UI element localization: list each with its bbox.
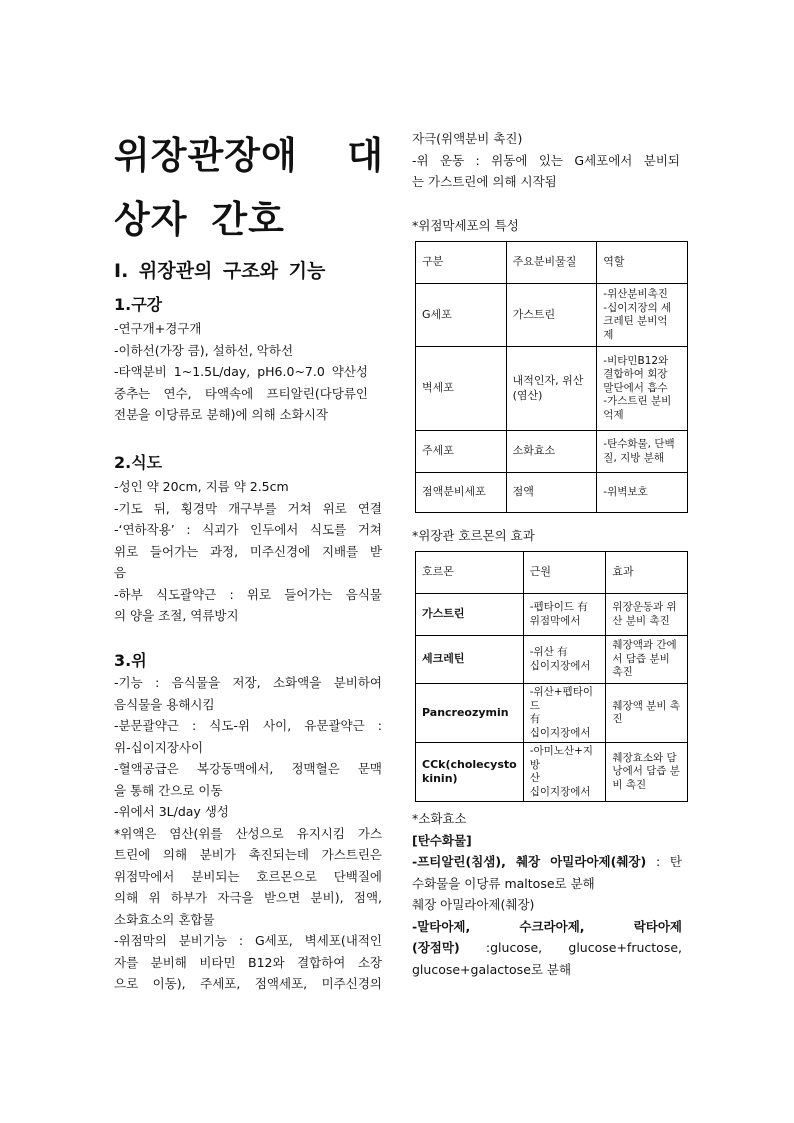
cell-line: 위장운동과 위 — [612, 601, 677, 613]
text-line: -타액분비 1~1.5L/day, pH6.0~7.0 약산성 — [114, 364, 368, 379]
text-line: *위액은 염산(위를 산성으로 유지시킴 가스 — [114, 825, 382, 841]
table-row — [416, 743, 688, 802]
right-top-text — [412, 128, 680, 193]
cell-line: -위산분비촉진 — [603, 288, 668, 300]
cell-line: 위점막에서 — [529, 614, 581, 627]
text-line: 트린에 의해 분비가 촉진되는데 가스트린은 — [114, 847, 382, 862]
text-line: 자극(위액분비 촉진) — [412, 131, 523, 146]
text-line: 음 — [114, 565, 127, 580]
mouth-heading: 1.구강 — [114, 295, 163, 314]
title-line2: 상자 간호 — [114, 198, 285, 241]
table-cell: G세포 — [416, 284, 507, 347]
mouth-text — [114, 318, 368, 426]
table-cell: 가스트린 — [506, 284, 597, 347]
text-line: -‘연하작용’ : 식괴가 인두에서 식도를 거쳐 — [114, 522, 382, 537]
text-line: -위점막의 분비기능 : G세포, 벽세포(내적인 — [114, 933, 382, 948]
cell-line: -위산 有 — [529, 646, 568, 658]
mucosa-table — [415, 241, 688, 513]
cell-line: 십이지장에서 — [529, 785, 591, 798]
text-line: -이하선(가장 큼), 설하선, 악하선 — [114, 342, 294, 358]
cell-line: 췌장효소와 담 — [612, 751, 677, 764]
header-cell: 구분 — [416, 242, 507, 284]
cell-line: 췌장액 분비 촉 — [612, 699, 680, 712]
text-line: 중추는 연수, 타액속에 프티알린(다당류인 — [114, 385, 368, 401]
table-row — [416, 284, 688, 347]
cell-line: -위벽보호 — [603, 485, 648, 498]
table-header-row — [416, 552, 688, 594]
cell-line: 질, 지방 분해 — [603, 451, 665, 464]
text-line: -하부 식도괄약근 : 위로 들어가는 음식물 — [114, 586, 382, 602]
table-cell: 점액분비세포 — [416, 473, 507, 513]
table-row — [416, 594, 688, 636]
text-line: 의해 위 하부가 자극을 받으면 분비), 점액, — [114, 890, 382, 905]
text-line — [412, 937, 682, 959]
cell-line: -아미노산+지방 — [529, 745, 593, 771]
table-cell: 벽세포 — [416, 347, 507, 431]
text-bold: (장점막) — [412, 940, 460, 955]
cell-line: -탄수화물, 단백 — [603, 438, 675, 450]
digestive-label: *소화효소 — [412, 811, 467, 826]
table-cell — [597, 347, 688, 431]
cell-line: 크레틴 분비억 — [603, 315, 668, 327]
esophagus-heading: 2.식도 — [114, 453, 163, 472]
cell-line: 제 — [603, 328, 614, 341]
cell-line: -십이지장의 세 — [603, 301, 672, 314]
digestive-enzymes — [412, 808, 682, 980]
table-cell — [606, 684, 688, 743]
text-line: 의 양을 조절, 역류방지 — [114, 608, 239, 623]
text-line: 소화효소의 혼합물 — [114, 911, 215, 927]
text-line: -분문괄약근 : 식도-위 사이, 유문괄약근 : — [114, 718, 382, 733]
title-line1-b: 대 — [347, 134, 384, 177]
text-line: 췌장 아밀라아제(췌장) — [412, 897, 535, 912]
table-cell — [523, 684, 606, 743]
table-cell: 점액 — [506, 473, 597, 513]
text-line: -기도 뒤, 횡경막 개구부를 거쳐 위로 연결 — [114, 500, 382, 516]
table-cell: 소화효소 — [506, 431, 597, 473]
text-line: 위-십이지장사이 — [114, 739, 204, 755]
cell-line: -가스트린 분비 — [603, 395, 672, 408]
cell-line: 비 촉진 — [612, 778, 647, 791]
cell-line: 有 — [529, 713, 541, 725]
cell-line: 진 — [612, 713, 623, 725]
text-line: -성인 약 20cm, 지름 약 2.5cm — [114, 479, 289, 494]
hormone-table-label: *위장관 호르몬의 효과 — [412, 528, 535, 543]
table-cell — [523, 636, 606, 684]
stomach-text — [114, 672, 382, 995]
mucosa-table-label: *위점막세포의 특성 — [412, 218, 519, 233]
cell-line: -비타민B12와 — [603, 354, 669, 367]
table-cell: 주세포 — [416, 431, 507, 473]
text-line: -혈액공급은 복강동맥에서, 정맥혈은 문맥 — [114, 761, 382, 776]
table-row — [416, 684, 688, 743]
text-line: -말타아제, 수크라아제, 락타아제 — [412, 918, 682, 934]
title-line1-a: 위장관장애 — [114, 134, 298, 177]
cell-line: -펩타이드 有 — [529, 601, 588, 613]
header-cell: 주요분비물질 — [506, 242, 597, 284]
section-heading: Ⅰ. 위장관의 구조와 기능 — [114, 260, 326, 282]
text-line: -연구개+경구개 — [114, 321, 202, 336]
table-row — [416, 636, 688, 684]
table-cell: 내적인자, 위산(염산) — [506, 347, 597, 431]
table-header-row — [416, 242, 688, 284]
text-line: -위에서 3L/day 생성 — [114, 804, 229, 819]
table-cell — [523, 743, 606, 802]
text-bold: -프티알린(침샘), 췌장 아밀라아제(췌장) — [412, 854, 647, 869]
table-cell: 가스트린 — [416, 594, 524, 636]
table-cell: 세크레틴 — [416, 636, 524, 684]
cell-line: 억제 — [603, 408, 624, 421]
cell-line: 낭에서 담즙 분 — [612, 765, 680, 778]
cell-line: 산 — [529, 772, 540, 784]
stomach-heading: 3.위 — [114, 651, 147, 670]
text-line: 수화물을 이당류 maltose로 분해 — [412, 875, 595, 891]
page-title — [114, 124, 384, 252]
esophagus-text — [114, 476, 382, 627]
text-line: 자를 분비해 비타민 B12와 결합하여 소장 — [114, 954, 382, 970]
table-cell — [606, 636, 688, 684]
table-cell — [597, 284, 688, 347]
text-line: 으로 이동), 주세포, 점액세포, 미주신경의 — [114, 976, 382, 991]
table-cell — [606, 594, 688, 636]
table-row — [416, 473, 688, 513]
header-cell: 효과 — [606, 552, 688, 594]
digestive-sub: [탄수화물] — [412, 832, 472, 848]
table-cell — [606, 743, 688, 802]
table-cell: CCk(cholecysto kinin) — [416, 743, 524, 802]
cell-line: 십이지장에서 — [529, 726, 591, 739]
cell-line: -위산+펩타이드 — [529, 686, 593, 712]
text-line — [412, 851, 682, 873]
table-cell — [597, 473, 688, 513]
cell-line: 서 담즙 분비 — [612, 652, 670, 665]
cell-line: 촉진 — [612, 666, 633, 679]
cell-line: 말단에서 흡수 — [603, 381, 668, 394]
cell-line: 십이지장에서 — [529, 659, 591, 672]
cell-line: 췌장액과 간에 — [612, 639, 677, 652]
table-row — [416, 347, 688, 431]
table-cell — [523, 594, 606, 636]
text-line: 위점막에서 분비되는 호르몬으로 단백질에 — [114, 868, 382, 884]
cell-line: 결합하여 회장 — [603, 368, 668, 381]
text-line: 음식물을 용해시킴 — [114, 696, 215, 712]
table-row — [416, 431, 688, 473]
text-line: -기능 : 음식물을 저장, 소화액을 분비하여 — [114, 675, 382, 690]
text-line: 는 가스트린에 의해 시작됨 — [412, 174, 557, 189]
table-cell — [597, 431, 688, 473]
text-rest: : 탄 — [646, 854, 683, 869]
text-rest: :glucose, glucose+fructose, — [459, 940, 682, 955]
text-line: glucose+galactose로 분해 — [412, 961, 572, 977]
text-line: 을 통해 간으로 이동 — [114, 782, 223, 798]
text-line: 위로 들어가는 과정, 미주신경에 지배를 받 — [114, 543, 382, 559]
hormone-table — [415, 551, 688, 802]
table-cell: Pancreozymin — [416, 684, 524, 743]
header-cell: 호르몬 — [416, 552, 524, 594]
text-line: -위 운동 : 위동에 있는 G세포에서 분비되 — [412, 152, 680, 168]
header-cell: 역할 — [597, 242, 688, 284]
text-line: 전분을 이당류로 분해)에 의해 소화시작 — [114, 407, 328, 422]
header-cell: 근원 — [523, 552, 606, 594]
cell-line: 산 분비 촉진 — [612, 614, 670, 627]
